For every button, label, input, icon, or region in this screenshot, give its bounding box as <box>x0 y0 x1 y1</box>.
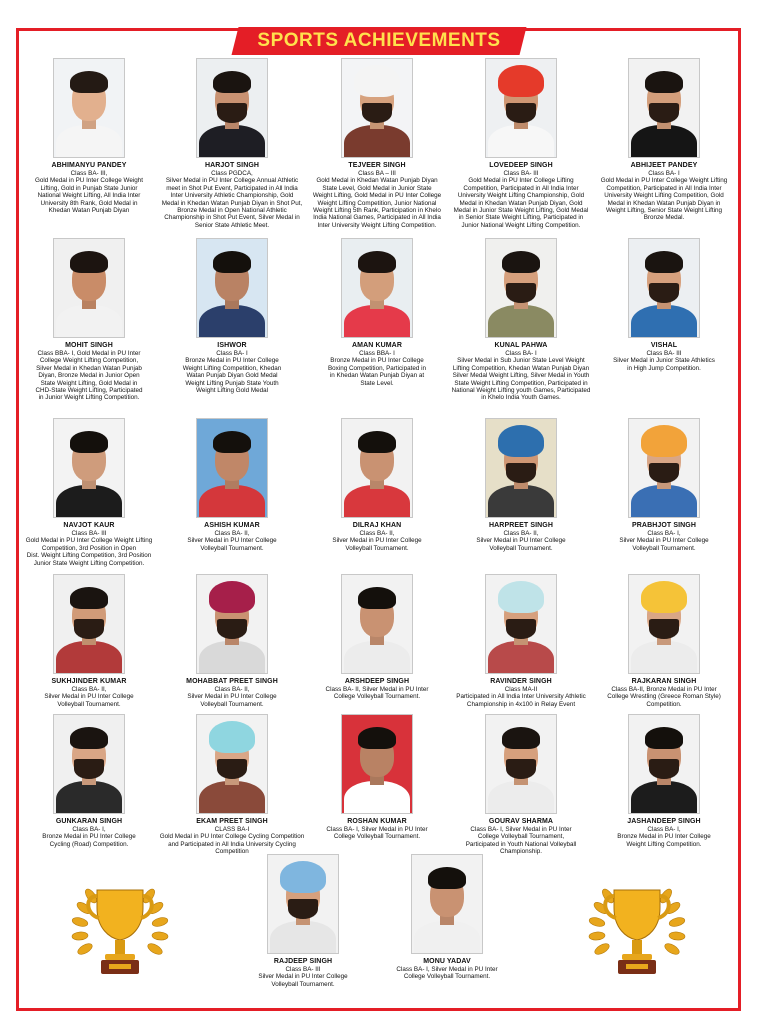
student-achievement: Class BA- II, Silver Medal in PU Inter College Volleyball Tournament. <box>325 686 429 701</box>
student-achievement: Class BA- II, Silver Medal in PU Inter College Volleyball Tournament. <box>187 530 277 552</box>
student-photo <box>53 714 125 814</box>
student-card <box>304 574 450 701</box>
student-photo <box>341 418 413 518</box>
student-name: AMAN KUMAR <box>352 342 402 349</box>
student-name: MOHABBAT PREET SINGH <box>186 678 278 685</box>
student-card <box>448 58 594 229</box>
student-card <box>159 574 305 708</box>
student-photo <box>485 714 557 814</box>
student-name: RAJKARAN SINGH <box>631 678 697 685</box>
student-card <box>304 418 450 552</box>
student-name: GOURAV SHARMA <box>488 818 554 825</box>
student-photo <box>485 418 557 518</box>
student-name: ABHIMANYU PANDEY <box>51 162 127 169</box>
student-card <box>16 418 162 567</box>
student-achievement: Class BA- III Gold Medal in PU Inter College Weight Lifting Competition, 3rd Position in Open Dist. Weight Lifting Competition, 3rd Position Junior State Weight Lifting Competition. <box>25 530 153 567</box>
student-name: NAVJOT KAUR <box>63 522 115 529</box>
student-card <box>159 714 305 856</box>
student-name: LOVEDEEP SINGH <box>489 162 553 169</box>
student-achievement: Class BA- I Gold Medal in PU Inter College Weight Lifting Competition, Participated in All India Inter University Weight Lifting Competition, Gold Medal in Khedan Watan Punjab Diyan in Weight Lifting, Senior State Weight Lifting Bronze Medal. <box>600 170 728 222</box>
student-photo <box>196 574 268 674</box>
student-name: DILRAJ KHAN <box>352 522 402 529</box>
student-achievement: CLASS BA-I Gold Medal in PU Inter College Cycling Competition and Participated in All India University Cycling Competition <box>159 826 305 856</box>
student-card <box>16 58 162 214</box>
student-card <box>16 714 162 848</box>
student-achievement: Class PGDCA, Silver Medal in PU Inter College Annual Athletic meet in Shot Put Event, Participated in All India Inter University Athletic Championship, Gold Medal in Khedan Watan Punjab Diyan in Shot Put, Bronze Medal in Open National Athletic Championship in Shot Put Event, Silver Medal in Senior State Athletic Meet. <box>161 170 303 229</box>
student-card <box>16 574 162 708</box>
student-name: TEJVEER SINGH <box>348 162 406 169</box>
student-card <box>448 418 594 552</box>
student-name: VISHAL <box>650 342 678 349</box>
student-photo <box>341 574 413 674</box>
student-name: RAJDEEP SINGH <box>273 958 333 965</box>
student-achievement: Class BA- I, Silver Medal in PU Inter College Volleyball Tournament. <box>326 826 428 841</box>
student-card <box>448 574 594 708</box>
student-card <box>304 238 450 387</box>
student-achievement: Class MA-II Participated in All India Inter University Athletic Championship in 4x100 in Relay Event <box>456 686 586 708</box>
student-name: ROSHAN KUMAR <box>347 818 407 825</box>
student-name: ASHISH KUMAR <box>204 522 260 529</box>
student-photo <box>485 238 557 338</box>
student-card <box>448 714 594 856</box>
student-photo <box>196 58 268 158</box>
student-name: RAVINDER SINGH <box>490 678 552 685</box>
student-name: ABHIJEET PANDEY <box>630 162 698 169</box>
student-achievement: Class BA- III Silver Medal in PU Inter College Volleyball Tournament. <box>258 966 348 988</box>
student-photo <box>53 238 125 338</box>
student-photo <box>485 58 557 158</box>
student-photo <box>196 714 268 814</box>
student-card <box>448 238 594 402</box>
student-achievement: Class BA- I Silver Medal in Sub Junior State Level Weight Lifting Competition, Khedan Watan Punjab Diyan Silver Medal Weight Lifting, Silver Medal in Youth State Weight Lifting Competition, Participated in National Weight Lifting youth Games, Participated in Khelo India Youth Games. <box>451 350 591 402</box>
student-photo <box>196 418 268 518</box>
student-name: SUKHJINDER KUMAR <box>51 678 127 685</box>
student-card <box>159 58 305 229</box>
student-card <box>374 854 520 981</box>
student-name: PRABHJOT SINGH <box>631 522 697 529</box>
student-name: MONU YADAV <box>423 958 471 965</box>
student-name: HARPREET SINGH <box>488 522 554 529</box>
student-photo <box>341 714 413 814</box>
student-achievement: Class BA- I, Silver Medal in PU Inter College Volleyball Tournament, Participated in Youth National Volleyball Championship. <box>465 826 577 856</box>
student-card <box>591 574 737 708</box>
trophy-icon <box>65 878 175 988</box>
student-photo <box>485 574 557 674</box>
student-name: EKAM PREET SINGH <box>196 818 268 825</box>
page-title: SPORTS ACHIEVEMENTS <box>257 30 501 51</box>
student-photo <box>411 854 483 954</box>
student-photo <box>341 58 413 158</box>
student-card <box>230 854 376 988</box>
student-achievement: Class BA- I, Silver Medal in PU Inter College Volleyball Tournament. <box>396 966 498 981</box>
student-achievement: Class BA- II, Silver Medal in PU Inter College Volleyball Tournament. <box>187 686 277 708</box>
student-name: JASHANDEEP SINGH <box>627 818 701 825</box>
student-photo <box>196 238 268 338</box>
student-name: MOHIT SINGH <box>65 342 113 349</box>
student-achievement: Class BBA- I Bronze Medal in PU Inter College Boxing Competition, Participated in in Khedan Watan Punjab Diyan at State Level. <box>327 350 426 387</box>
student-achievement: Class BA- II, Silver Medal in PU Inter College Volleyball Tournament. <box>332 530 422 552</box>
student-card <box>159 418 305 552</box>
student-photo <box>341 238 413 338</box>
student-photo <box>628 574 700 674</box>
student-name: GUNKARAN SINGH <box>55 818 123 825</box>
student-card <box>591 238 737 372</box>
student-photo <box>628 58 700 158</box>
student-achievement: Class BA- I, Bronze Medal in PU Inter College Weight Lifting Competition. <box>617 826 711 848</box>
student-name: KUNAL PAHWA <box>494 342 548 349</box>
student-achievement: Class BA- I Bronze Medal in PU Inter College Weight Lifting Competition, Khedan Watan Punjab Diyan Gold Medal Weight Lifting Punjab State Youth Weight Lifting Gold Medal <box>182 350 282 395</box>
student-card <box>159 238 305 394</box>
student-photo <box>628 714 700 814</box>
student-photo <box>53 58 125 158</box>
student-achievement: Class BA- II, Silver Medal in PU Inter College Volleyball Tournament. <box>44 686 134 708</box>
student-photo <box>628 238 700 338</box>
student-name: ARSHDEEP SINGH <box>344 678 410 685</box>
trophy-icon <box>582 878 692 988</box>
student-achievement: Class BA- I, Bronze Medal in PU Inter College Cycling (Road) Competition. <box>42 826 136 848</box>
student-achievement: Class BA- III Gold Medal in PU Inter College Lifting Competition, Participated in All India Inter University Weight Lifting Championship, Gold Medal in Khedan Watan Punjab Diyan, Gold Medal in Junior State Weight Lifting, Gold Medal in Senior State Weight Lifting, Participated in Junior National Weight Lifting Competition. <box>453 170 589 229</box>
student-name: ISHWOR <box>217 342 247 349</box>
student-photo <box>267 854 339 954</box>
student-achievement: Class BBA- I, Gold Medal in PU Inter College Weight Lifting Competition, Silver Medal in Khedan Watan Punjab Diyan, Bronze Medal in Junior Open State Weight Lifting, Gold Medal in CHD-State Weight Lifting, Participated in Junior Weight Lifting Competition. <box>35 350 143 402</box>
student-achievement: Class BA- I, Silver Medal in PU Inter College Volleyball Tournament. <box>619 530 709 552</box>
student-photo <box>628 418 700 518</box>
student-card <box>304 58 450 229</box>
student-achievement: Class BA- II, Silver Medal in PU Inter College Volleyball Tournament. <box>476 530 566 552</box>
student-achievement: Class BA – III Gold Medal in Khedan Watan Punjab Diyan State Level, Gold Medal in Junior State Weight Lifting, Gold Medal in PU Inter College Weight Lifting Competition, Junior National Weight Lifting 5th Rank, Participation in Khelo India National Games, Participated in All India Inter University Weight Lifting Competition. <box>312 170 442 229</box>
student-photo <box>53 418 125 518</box>
student-name: HARJOT SINGH <box>204 162 260 169</box>
student-card <box>304 714 450 841</box>
student-card <box>591 58 737 222</box>
student-achievement: Class BA-II, Bronze Medal in PU Inter College Wrestling (Greece Roman Style) Competition. <box>607 686 721 708</box>
student-card <box>591 714 737 848</box>
student-achievement: Class BA- III Silver Medal in Junior State Athletics in High Jump Competition. <box>613 350 715 372</box>
student-card <box>591 418 737 552</box>
student-achievement: Class BA- III, Gold Medal in PU Inter College Weight Lifting, Gold in Punjab State Junior National Weight Lifting, All India Inter University 8th Rank, Gold Medal in Khedan Watan Punjab Diyan <box>34 170 144 215</box>
student-photo <box>53 574 125 674</box>
student-card <box>16 238 162 402</box>
